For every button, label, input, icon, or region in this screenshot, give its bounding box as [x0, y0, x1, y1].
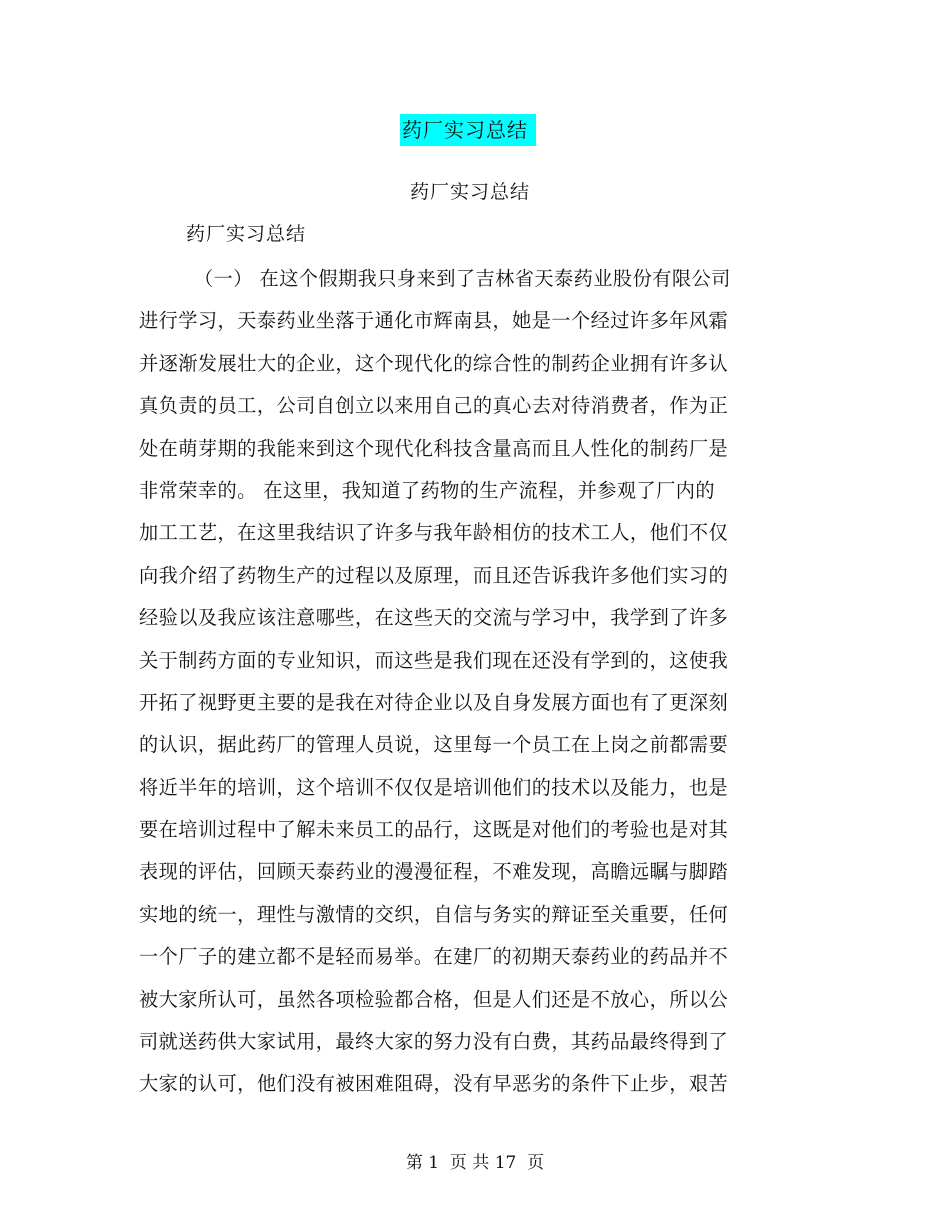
body-line: 将近半年的培训，这个培训不仅仅是培训他们的技术以及能力，也是 [139, 775, 729, 799]
body-line: 关于制药方面的专业知识，而这些是我们现在还没有学到的，这使我 [139, 648, 729, 672]
body-line: 并逐渐发展壮大的企业，这个现代化的综合性的制药企业拥有许多认 [139, 351, 729, 375]
page-number-footer: 第 1 页 共 17 页 [405, 1153, 545, 1173]
body-line: 表现的评估，回顾天泰药业的漫漫征程，不难发现，高瞻远瞩与脚踏 [139, 860, 729, 884]
body-line: 大家的认可，他们没有被困难阻碍，没有早恶劣的条件下止步，艰苦 [139, 1072, 729, 1096]
body-text [139, 258, 939, 1106]
body-line: 经验以及我应该注意哪些，在这些天的交流与学习中，我学到了许多 [139, 606, 729, 630]
body-line: 司就送药供大家试用，最终大家的努力没有白费，其药品最终得到了 [139, 1030, 729, 1054]
body-line: 进行学习，天泰药业坐落于通化市辉南县，她是一个经过许多年风霜 [139, 309, 729, 333]
body-line: 非常荣幸的。 在这里，我知道了药物的生产流程，并参观了厂内的 [139, 478, 716, 502]
body-line: 一个厂子的建立都不是轻而易举。在建厂的初期天泰药业的药品并不 [139, 945, 729, 969]
body-line: 开拓了视野更主要的是我在对待企业以及自身发展方面也有了更深刻 [139, 690, 729, 714]
body-line: 加工工艺，在这里我结识了许多与我年龄相仿的技术工人，他们不仅 [139, 521, 729, 545]
body-line: 要在培训过程中了解未来员工的品行，这既是对他们的考验也是对其 [139, 818, 729, 842]
body-line: 被大家所认可，虽然各项检验都合格，但是人们还是不放心，所以公 [139, 987, 729, 1011]
body-line: 真负责的员工，公司自创立以来用自己的真心去对待消费者，作为正 [139, 394, 729, 418]
body-line: 实地的统一，理性与激情的交织，自信与务实的辩证至关重要，任何 [139, 902, 729, 926]
body-line: 处在萌芽期的我能来到这个现代化科技含量高而且人性化的制药厂是 [139, 436, 729, 460]
body-line: 的认识，据此药厂的管理人员说，这里每一个员工在上岗之前都需要 [139, 733, 729, 757]
body-line: 向我介绍了药物生产的过程以及原理，而且还告诉我许多他们实习的 [139, 563, 729, 587]
body-line: （一） 在这个假期我只身来到了吉林省天泰药业股份有限公司 [194, 267, 731, 290]
document-subtitle: 药厂实习总结 [409, 181, 530, 203]
section-heading: 药厂实习总结 [186, 223, 307, 245]
document-title: 药厂实习总结 [400, 114, 536, 146]
